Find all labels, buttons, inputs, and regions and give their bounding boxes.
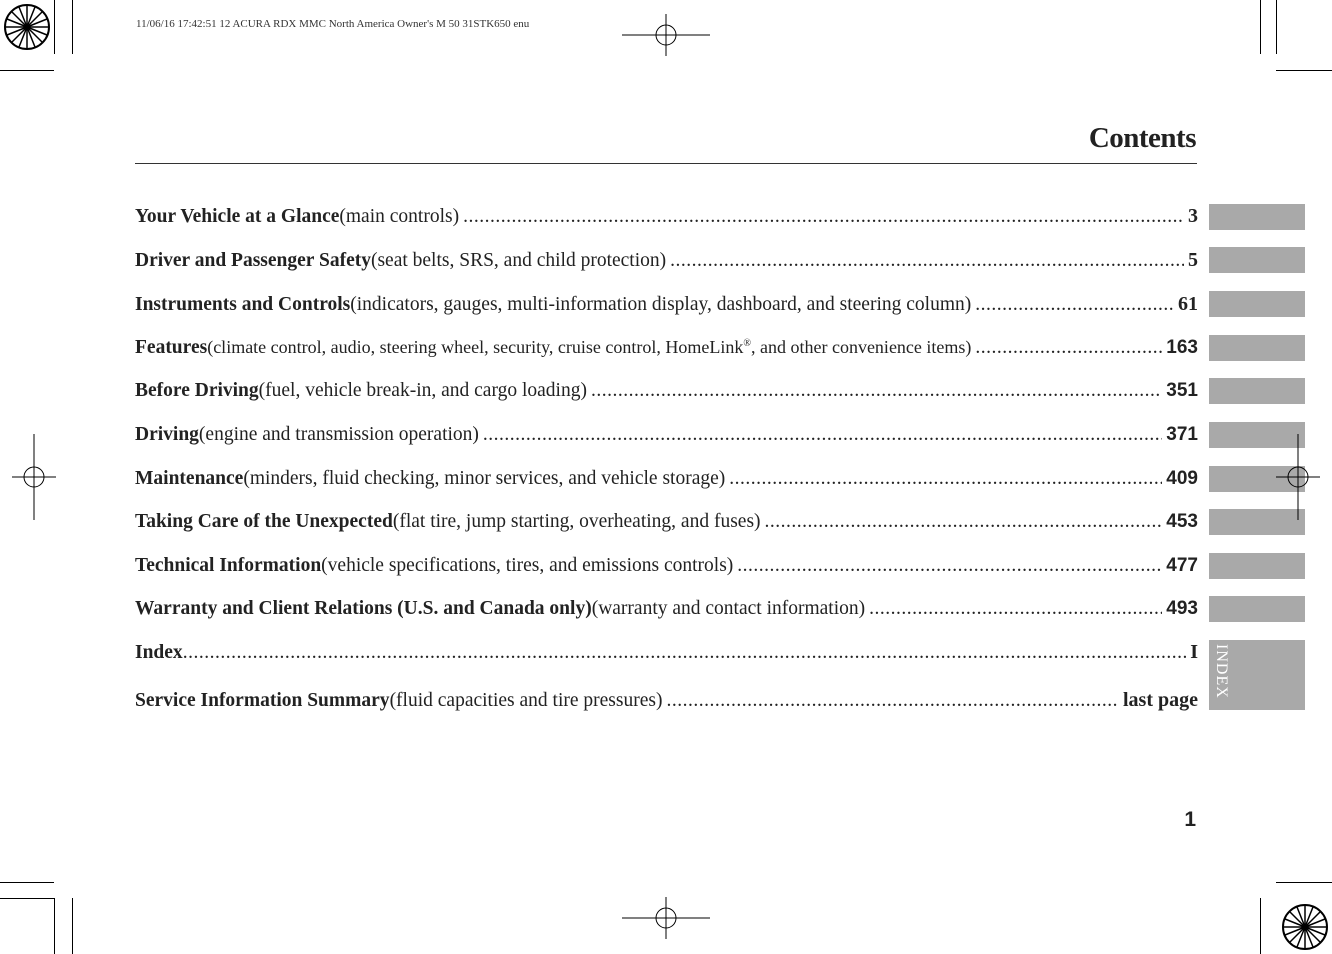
section-tab[interactable] — [1209, 378, 1305, 404]
registration-starburst-icon — [1278, 900, 1332, 954]
toc-entry-title: Index — [135, 642, 183, 663]
crop-mark — [0, 898, 54, 899]
toc-entry-page: 409 — [1166, 468, 1198, 489]
section-tab[interactable] — [1209, 335, 1305, 361]
title-divider — [135, 163, 1197, 164]
toc-entry-title: Instruments and Controls — [135, 294, 351, 315]
toc-entry-technical[interactable] — [135, 555, 1198, 585]
toc-leader-dots — [463, 206, 1184, 228]
crop-mark — [72, 0, 73, 54]
page-title: Contents — [1088, 122, 1196, 154]
toc-entry-instruments[interactable] — [135, 293, 1198, 323]
toc-entry-maintenance[interactable] — [135, 468, 1198, 498]
toc-entry-subtitle: (fuel, vehicle break-in, and cargo loading) — [258, 380, 587, 401]
toc-entry-page: 351 — [1166, 380, 1198, 401]
crop-mark — [1276, 882, 1332, 883]
toc-entry-page: 477 — [1166, 555, 1198, 576]
toc-entry-page: 371 — [1166, 424, 1198, 445]
toc-entry-subtitle-part: (climate control, audio, steering wheel, security, cruise control, HomeLink — [207, 337, 744, 357]
section-tab[interactable] — [1209, 553, 1305, 579]
toc-entry-features[interactable] — [135, 337, 1198, 367]
toc-entry-title: Driving — [135, 424, 199, 445]
toc-entry-subtitle: (fluid capacities and tire pressures) — [389, 690, 663, 711]
toc-entry-page: last page — [1123, 689, 1198, 711]
toc-entry-before-driving[interactable] — [135, 380, 1198, 410]
toc-entry-safety[interactable] — [135, 249, 1198, 279]
toc-leader-dots — [737, 555, 1162, 577]
toc-leader-dots — [591, 380, 1162, 402]
toc-entry-subtitle: (engine and transmission operation) — [198, 424, 479, 445]
toc-entry-page: 493 — [1166, 598, 1198, 619]
toc-entry-subtitle: (indicators, gauges, multi-information display, dashboard, and steering column) — [350, 294, 972, 315]
index-tab-label: INDEX — [1213, 644, 1230, 699]
section-tab[interactable] — [1209, 596, 1305, 622]
toc-leader-dots — [183, 642, 1187, 664]
toc-entry-subtitle: (seat belts, SRS, and child protection) — [370, 250, 667, 271]
crop-mark — [0, 70, 54, 71]
crop-mark — [1276, 0, 1277, 54]
toc-leader-dots — [975, 294, 1174, 316]
registration-crosshair-icon — [622, 14, 710, 56]
page-number: 1 — [1184, 808, 1196, 831]
toc-entry-subtitle — [207, 337, 971, 358]
crop-mark — [0, 882, 54, 883]
registered-mark: ® — [743, 338, 751, 349]
toc-entry-subtitle: (main controls) — [339, 206, 460, 227]
toc-leader-dots — [666, 690, 1119, 712]
toc-entry-page: 163 — [1166, 337, 1198, 358]
toc-entry-subtitle: (vehicle specifications, tires, and emissions controls) — [321, 555, 734, 576]
section-tab[interactable] — [1209, 291, 1305, 317]
toc-leader-dots — [483, 424, 1162, 446]
toc-entry-subtitle: (warranty and contact information) — [591, 598, 866, 619]
crop-mark — [1260, 0, 1261, 54]
toc-entry-subtitle: (flat tire, jump starting, overheating, and fuses) — [392, 511, 761, 532]
toc-leader-dots — [975, 337, 1162, 359]
toc-entry-title: Service Information Summary — [135, 690, 390, 711]
crop-mark — [54, 0, 55, 54]
registration-crosshair-icon — [12, 434, 56, 520]
toc-entry-page: 5 — [1188, 249, 1198, 271]
toc-entry-service-summary[interactable] — [135, 689, 1198, 719]
section-tab[interactable] — [1209, 247, 1305, 273]
toc-entry-driving[interactable] — [135, 424, 1198, 454]
toc-leader-dots — [729, 468, 1162, 490]
toc-entry-title: Your Vehicle at a Glance — [135, 206, 340, 227]
toc-entry-warranty[interactable] — [135, 598, 1198, 628]
toc-entry-title: Before Driving — [135, 380, 259, 401]
toc-entry-subtitle-part: , and other convenience items) — [750, 337, 972, 357]
toc-entry-page: I — [1190, 641, 1198, 663]
toc-entry-title: Taking Care of the Unexpected — [135, 511, 393, 532]
toc-entry-unexpected[interactable] — [135, 511, 1198, 541]
section-tab[interactable] — [1209, 204, 1305, 230]
registration-starburst-icon — [0, 0, 54, 54]
toc-entry-page: 3 — [1188, 205, 1198, 227]
toc-entry-your-vehicle[interactable] — [135, 205, 1198, 235]
crop-mark — [1260, 898, 1261, 954]
crop-mark — [54, 898, 55, 954]
toc-entry-title: Maintenance — [135, 468, 244, 489]
toc-leader-dots — [670, 250, 1184, 272]
crop-mark — [72, 898, 73, 954]
toc-leader-dots — [765, 511, 1163, 533]
toc-entry-title: Driver and Passenger Safety — [135, 250, 371, 271]
toc-entry-index[interactable] — [135, 641, 1198, 671]
toc-entry-title: Warranty and Client Relations (U.S. and Canada only) — [135, 598, 592, 619]
registration-crosshair-icon — [622, 897, 710, 939]
toc-entry-title: Features — [135, 337, 208, 358]
toc-entry-title: Technical Information — [135, 555, 322, 576]
registration-crosshair-icon — [1276, 434, 1320, 520]
print-header: 11/06/16 17:42:51 12 ACURA RDX MMC North America Owner's M 50 31STK650 enu — [136, 18, 530, 30]
toc-entry-subtitle: (minders, fluid checking, minor services, and vehicle storage) — [243, 468, 726, 489]
toc-entry-page: 61 — [1178, 293, 1198, 315]
toc-entry-page: 453 — [1166, 511, 1198, 532]
toc-leader-dots — [869, 598, 1162, 620]
crop-mark — [1276, 70, 1332, 71]
